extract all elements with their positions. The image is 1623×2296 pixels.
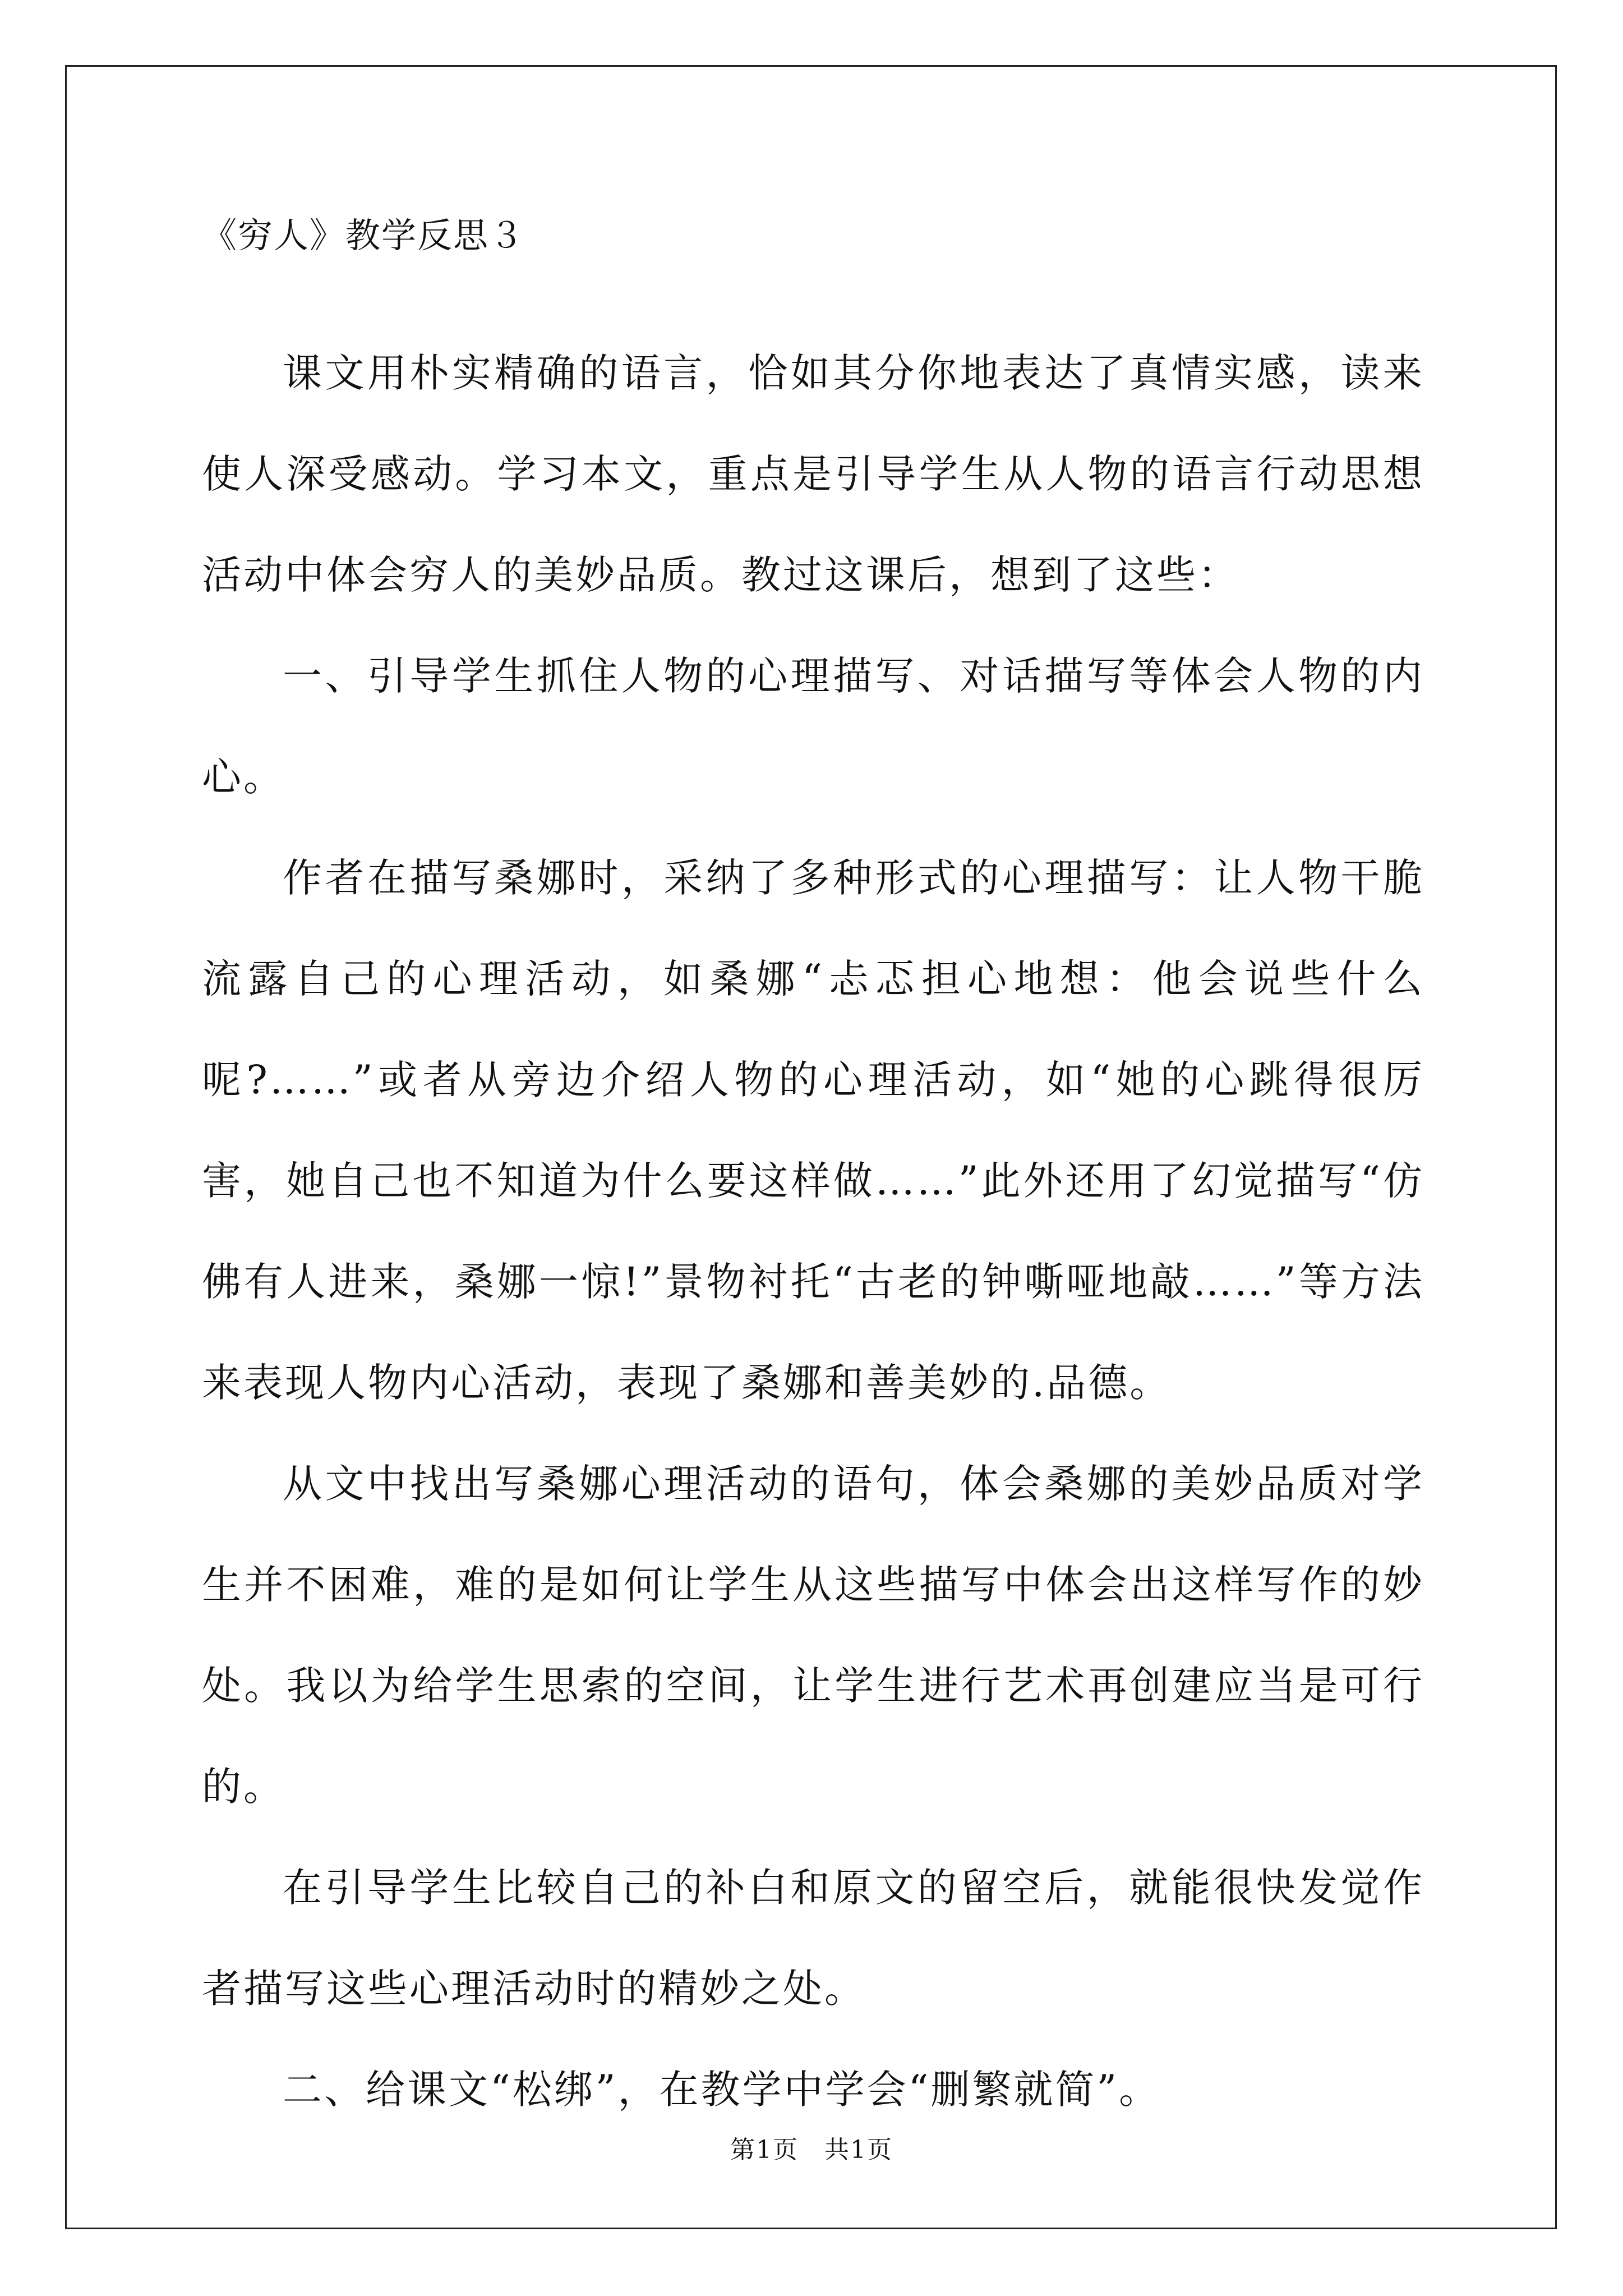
paragraph-psychology: 作者在描写桑娜时，采纳了多种形式的心理描写：让人物干脆流露自己的心理活动，如桑娜“忐忑担心地想：他会说些什么呢?……”或者从旁边介绍人物的心理活动，如“她的心跳得很厉害，她自己也不知道为什么要这样做……”此外还用了幻觉描写“仿佛有人进来，桑娜一惊!”景物衬托“古老的钟嘶哑地敲……”等方法来表现人物内心活动，表现了桑娜和善美妙的.品德。 xyxy=(202,855,1424,1406)
paragraph-intro: 课文用朴实精确的语言，恰如其分你地表达了真情实感，读来使人深受感动。学习本文，重点是引导学生从人物的语言行动思想活动中体会穷人的美妙品质。教过这课后，想到了这些： xyxy=(202,350,1424,598)
paragraph-point-two: 二、给课文“松绑”，在教学中学会“删繁就简”。 xyxy=(283,2067,1161,2113)
document-body xyxy=(202,216,1424,2140)
paragraph-comparison: 在引导学生比较自己的补白和原文的留空后，就能很快发觉作者描写这些心理活动时的精妙之处。 xyxy=(202,1865,1424,2012)
page-footer: 第1页 共1页 xyxy=(730,2136,893,2164)
paragraph-difficulty: 从文中找出写桑娜心理活动的语句，体会桑娜的美妙品质对学生并不困难，难的是如何让学生从这些描写中体会出这样写作的妙处。我以为给学生思索的空间，让学生进行艺术再创建应当是可行的。 xyxy=(202,1461,1424,1810)
document-title: 《穷人》教学反思３ xyxy=(202,215,525,256)
paragraph-point-one: 一、引导学生抓住人物的心理描写、对话描写等体会人物的内心。 xyxy=(202,653,1424,800)
